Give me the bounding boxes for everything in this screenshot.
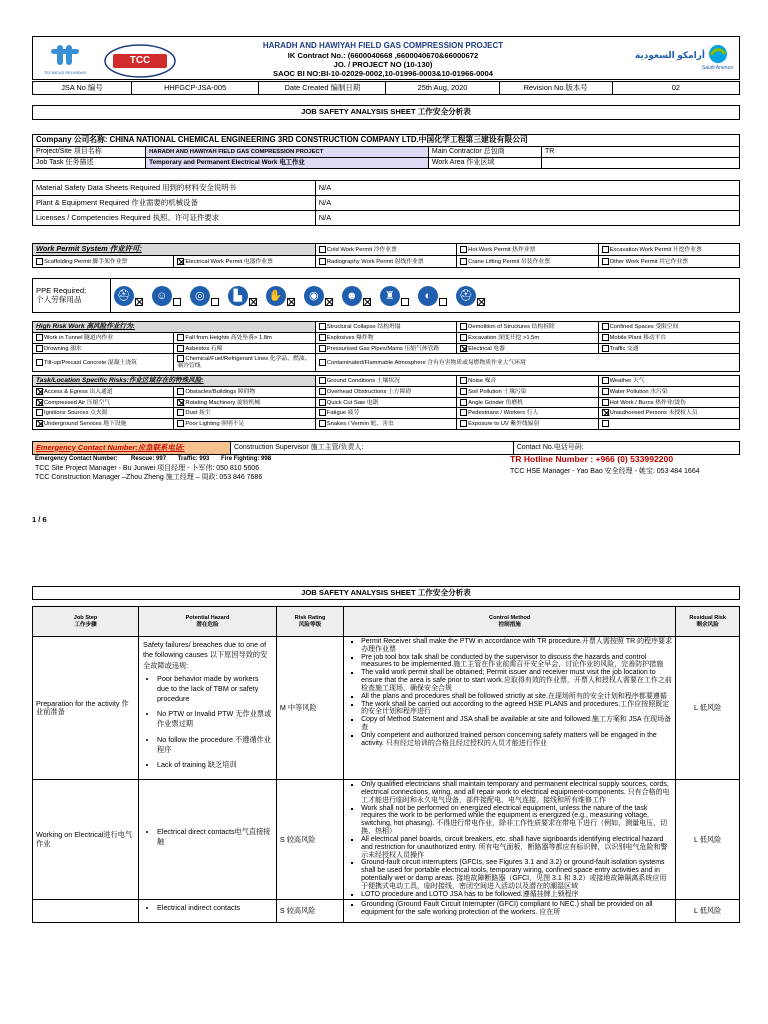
task-risk-checkbox[interactable]: [460, 388, 467, 395]
task-risk-checkbox[interactable]: [460, 409, 467, 416]
respirator-icon: ☻: [342, 286, 362, 306]
work-area-value: [542, 158, 740, 169]
permit-crane-lifting[interactable]: [457, 256, 598, 268]
task-risk-option-label: Obstacles/Buildings 障碍物: [185, 389, 256, 396]
hazard-item: • Poor behavior made by workers due to the lack of TBM or safety procedure: [157, 674, 272, 703]
hazard-item: • Lack of training 缺乏培训: [157, 760, 272, 770]
tcc-construction-mgr-contact: TCC Construction Manager –Zhou Zheng 施工经理 – 周政: 053 846 7686: [35, 473, 263, 481]
high-risk-option-label: Work in Tunnel 隧道内作业: [44, 335, 114, 342]
high-risk-option-excavation-1-5m[interactable]: [457, 333, 598, 344]
task-risk-option-label: Pedestrians / Workers 行人: [468, 410, 539, 417]
task-risk-option-label: Noise 噪音: [468, 378, 497, 385]
control-item: ▪ Copy of Method Statement and JSA shall be available at site and followed.施工方案和 JSA 在现场备查: [361, 716, 672, 732]
tecnicas-reunidas-logo-text: TECNICAS REUNIDAS: [43, 70, 86, 75]
msds-required-label: Material Safety Data Sheets Required 用到的材料安全说明书: [33, 181, 316, 196]
risk-rating-cell: M 中等风险: [276, 637, 343, 780]
task-risk-checkbox[interactable]: [177, 388, 184, 395]
plant-equipment-label: Plant & Equipment Required 作业需要的机械设备: [33, 196, 316, 211]
date-created-label: Date Created 编制日期: [259, 82, 386, 95]
task-risk-option-empty-4[interactable]: [598, 419, 739, 430]
control-item: ▪ Pre job tool box talk shall be conducted by the supervisor to discuss the hazards and control measures to be implemented.施工主管在作业前需召开安全早会，讨论作业的风险，完善防护措施: [361, 654, 672, 670]
control-item: ▪ All the plans and procedures shall be followed strictly at site.在现场所有的安全计划和程序都要遵循: [361, 693, 672, 701]
requirements-block: [32, 180, 740, 226]
ppe-item: [456, 286, 486, 306]
high-risk-option-traffic[interactable]: [598, 343, 739, 354]
ppe-item: [304, 286, 334, 306]
task-risk-option-label: Underground Services 地下设施: [44, 421, 127, 428]
emergency-block: [32, 441, 740, 489]
face-mask-icon: ☺: [152, 286, 172, 306]
potential-hazard-cell: [139, 900, 277, 923]
ppe-checkbox[interactable]: [211, 298, 219, 306]
task-risk-option-label: Ground Conditions 土壤状况: [326, 378, 400, 385]
residual-risk-cell: L 低风险: [676, 900, 740, 923]
permit-scaffolding-label: Scaffolding Permit 脚手架作业票: [44, 258, 128, 265]
task-risk-option-hot-work-burns[interactable]: [598, 397, 739, 408]
task-risk-option-label: Fatigue 疲劳: [326, 410, 360, 417]
task-risk-option-label: Compressed Air 压缩空气: [44, 399, 111, 406]
hazard-item: • Electrical indirect contacts: [157, 903, 272, 913]
high-risk-checkbox[interactable]: [319, 323, 326, 330]
high-risk-option-label: Demolition of Structures 结构拆除: [468, 324, 555, 331]
ppe-checkbox[interactable]: [363, 298, 371, 306]
ppe-item: [190, 286, 220, 306]
analysis-row: [33, 637, 740, 780]
high-risk-checkbox[interactable]: [460, 345, 467, 352]
task-risk-checkbox[interactable]: [602, 399, 609, 406]
task-risk-checkbox[interactable]: [177, 420, 184, 427]
high-risk-option-label: Asbestos 石棉: [185, 345, 223, 352]
control-item: ▪ All electrical panel boards, circuit breakers, etc. shall have signboards identifying electrical hazard and restriction for unauthorized entry. 所有电气面板，断路器等都应有标识牌，以识别电气危险和警示未经授权人员操作: [361, 836, 672, 859]
hazard-list: [143, 827, 272, 846]
high-risk-option-pressurised-gas-pipes-mains[interactable]: [315, 343, 456, 354]
high-risk-checkbox[interactable]: [319, 345, 326, 352]
ppe-item: [418, 286, 448, 306]
task-risk-checkbox[interactable]: [36, 409, 43, 416]
permit-hot-work-checkbox[interactable]: [460, 246, 467, 253]
high-risk-option-label: Structural Collapse 结构坍塌: [326, 324, 401, 331]
permit-electrical-label: Electrical Work Permit 电器作业票: [185, 258, 273, 265]
high-risk-option-label: Excavation 深度开挖 >1.5m: [468, 335, 540, 342]
control-method-cell: [344, 900, 676, 923]
task-risk-option-label: Quick Cut Saw 电锯: [326, 399, 379, 406]
task-risk-option-soil-pollution[interactable]: [457, 387, 598, 398]
high-risk-option-label: Electrical 电器: [468, 345, 505, 352]
saudi-aramco-logo: [625, 41, 735, 81]
tecnicas-reunidas-logo: [43, 43, 87, 81]
task-risk-option-label: Angle Grinder 角磨机: [468, 399, 523, 406]
plant-equipment-value: N/A: [315, 196, 739, 211]
job-task-label: Job Task 任务描述: [33, 158, 146, 169]
task-risk-option-poor-lighting[interactable]: [174, 419, 315, 430]
project-site-label: Project/Site 项目名称: [33, 147, 146, 158]
task-risk-option-pedestrians-workers[interactable]: [457, 408, 598, 419]
task-risk-option-label: Hot Work / Burns 热作业/烫伤: [609, 399, 686, 406]
high-risk-checkbox[interactable]: [460, 323, 467, 330]
sheet-title-block: [32, 105, 740, 120]
contact-no-label: Contact No.电话号码:: [513, 442, 739, 455]
job-step-cell: [33, 900, 139, 923]
task-risk-checkbox[interactable]: [177, 409, 184, 416]
task-risk-checkbox[interactable]: [319, 388, 326, 395]
task-risk-checkbox[interactable]: [319, 420, 326, 427]
task-risk-checkbox[interactable]: [319, 399, 326, 406]
task-risk-title: Task/Location Specific Risks:作业区域存在的特殊风险:: [33, 376, 316, 387]
analysis-sheet-title: JOB SAFETY ANALYSIS SHEET 工作安全分析表: [33, 587, 740, 600]
high-risk-checkbox[interactable]: [460, 334, 467, 341]
permit-cold-work-label: Cold Work Permit 冷作业票: [326, 246, 397, 253]
task-risk-option-label: Overhead Obstructions 上方障碍: [326, 389, 412, 396]
high-risk-work-block: [32, 321, 740, 372]
permit-other-checkbox[interactable]: [602, 258, 609, 265]
control-list: [347, 901, 672, 917]
task-risk-option-label: Unauthorised Persons 未授权人员: [609, 410, 698, 417]
ppe-label-cell: [33, 279, 111, 313]
analysis-table-block: [32, 606, 740, 923]
ppe-checkbox[interactable]: [249, 298, 257, 306]
task-risk-option-fatigue[interactable]: [315, 408, 456, 419]
high-risk-checkbox[interactable]: [602, 334, 609, 341]
jo-project-number: JO. / PROJECT NO (10-130): [333, 59, 433, 69]
permit-crane-lifting-checkbox[interactable]: [460, 258, 467, 265]
ppe-checkbox[interactable]: [401, 298, 409, 306]
task-risk-option-label: Soil Pollution 土壤污染: [468, 389, 527, 396]
high-risk-option-structural-collapse[interactable]: [315, 322, 456, 333]
high-risk-option-label: Explosives 爆炸物: [326, 335, 374, 342]
tcc-logo-text: TCC: [129, 55, 151, 66]
high-risk-checkbox[interactable]: [177, 334, 184, 341]
job-step-cell: Preparation for the activity 作业前准备: [33, 637, 139, 780]
ik-contract-number: IK Contract No.: (6600040668 ,6600040670&66000672: [287, 50, 479, 60]
permit-hot-work[interactable]: [457, 244, 598, 256]
task-risk-option-unauthorised-persons[interactable]: [598, 408, 739, 419]
analysis-row: [33, 900, 740, 923]
high-risk-option-asbestos[interactable]: [174, 343, 315, 354]
residual-risk-cell: L 低风险: [676, 637, 740, 780]
analysis-row: [33, 780, 740, 900]
permit-cold-work[interactable]: [315, 244, 456, 256]
saoc-bi-number: SAOC BI NO:BI-10-02029-0002,10-01996-0003&10-01966-0004: [273, 68, 493, 78]
task-risk-option-label: Exposure to UV 紫外线辐射: [468, 421, 540, 428]
high-risk-option-electrical[interactable]: [457, 343, 598, 354]
tr-hotline-number: TR Hotline Number : +966 (0) 533992200: [510, 454, 674, 464]
ppe-checkbox[interactable]: [135, 298, 143, 306]
task-risks-block: [32, 375, 740, 430]
ppe-item: [228, 286, 258, 306]
task-risk-checkbox[interactable]: [602, 388, 609, 395]
construction-supervisor-label: Construction Supervisor 施工主管/负责人:: [230, 442, 513, 455]
high-risk-option-work-in-tunnel[interactable]: [33, 333, 174, 344]
high-risk-checkbox[interactable]: [602, 323, 609, 330]
high-risk-checkbox[interactable]: [177, 355, 184, 362]
control-item: ▪ Only qualified electricians shall maintain temporary and permanent electrical supply sources, cords, electrical connections, wiring, and all repair work to electrical equipment-components. 只有合格的电工才能进行临时和永久电气设备，部件接配电，电气连接，接线和所有维修工作: [361, 781, 672, 804]
project-site-value: HARADH AND HAWIYAH FIELD GAS COMPRESSION PROJECT: [146, 147, 429, 158]
task-risk-option-ignitions-sources[interactable]: [33, 408, 174, 419]
task-risk-option-exposure-to-uv[interactable]: [457, 419, 598, 430]
permit-electrical-checkbox[interactable]: [177, 258, 184, 265]
high-risk-option-tilt-up-precast-concrete[interactable]: [33, 354, 174, 371]
permit-scaffolding[interactable]: [33, 256, 174, 268]
permit-radiography[interactable]: [315, 256, 456, 268]
ppe-required-label-cn: 个人劳保用品: [36, 294, 82, 304]
task-risk-option-noise[interactable]: [457, 376, 598, 387]
high-risk-checkbox[interactable]: [36, 345, 43, 352]
control-item: ▪ Ground-fault circuit interrupters (GFCIs, see Figures 3.1 and 3.2) or ground-fault isolation systems shall be used for portable electrical tools, temporary wiring, confined space entry activities and in potentially wet or damp areas. 接地故障断路器（GFCI，见图 3.1 和 3.2）或接地故障隔离系统应用于便携式电动工具，临时接线，密闭空间进入活动以及潜在的潮湿区域: [361, 859, 672, 890]
control-item: ▪ Work shall not be performed on energized electrical equipment, unless the nature of the task requires the work to be performed while the equipment is energized (e.g., measuring voltage, switching, hot phasing). 不得进行带电作业，除非工作性质要求在带电下进行（例如，测量电压，切换，热相）: [361, 805, 672, 836]
task-risk-checkbox[interactable]: [602, 409, 609, 416]
high-risk-option-label: Chemical/Fuel/Refrigerant Lines 化学品、燃油、制冷管线: [177, 356, 311, 370]
ear-protection-icon: ◎: [190, 286, 210, 306]
ppe-checkbox[interactable]: [173, 298, 181, 306]
task-risk-checkbox[interactable]: [36, 399, 43, 406]
high-risk-option-label: Drowning 溺水: [44, 345, 82, 352]
jsa-no-label: JSA No 编号: [33, 82, 132, 95]
high-risk-option-label: Pressurised Gas Pipes/Mains 压缩气体管路: [326, 345, 440, 352]
gloves-icon: ✋: [266, 286, 286, 306]
col-header-job-step: Job Step 工作步骤: [33, 607, 139, 637]
high-risk-checkbox[interactable]: [602, 345, 609, 352]
high-risk-checkbox[interactable]: [319, 359, 326, 366]
permit-crane-lifting-label: Crane Lifting Permit 吊装作业票: [468, 258, 550, 265]
permit-other-label: Other Work Permit 其它作业票: [609, 258, 689, 265]
task-risk-checkbox[interactable]: [36, 388, 43, 395]
hazard-item: • No PTW or Invalid PTW 无作业票或作业票过期: [157, 709, 272, 728]
emergency-title: Emergency Contact Number:应急联系电话:: [33, 442, 231, 455]
work-area-label: Work Area 作业区域: [428, 158, 541, 169]
face-shield-icon: ◐: [418, 286, 438, 306]
jsa-no-value: HHFGCP-JSA-005: [131, 82, 258, 95]
task-risk-option-ground-conditions[interactable]: [315, 376, 456, 387]
document-header: [32, 36, 740, 80]
col-header-residual-risk: Residual Risk 剩余风险: [676, 607, 740, 637]
safety-boots-icon: ▙: [228, 286, 248, 306]
task-risk-checkbox[interactable]: [602, 420, 609, 427]
task-risk-checkbox[interactable]: [319, 377, 326, 384]
revision-no-label: Revision No.版本号: [499, 82, 612, 95]
high-risk-checkbox[interactable]: [36, 334, 43, 341]
task-risk-option-label: Snakes / Vermin 蛇、害虫: [326, 421, 394, 428]
analysis-title-block: [32, 586, 740, 600]
col-header-control-method: Control Method 控制措施: [344, 607, 676, 637]
task-risk-option-label: Access & Egress 出入通道: [44, 389, 113, 396]
task-risk-option-underground-services[interactable]: [33, 419, 174, 430]
permit-excavation-label: Excavation Work Permit 开挖作业票: [609, 246, 702, 253]
high-risk-option-fall-from-heights-1-8m[interactable]: [174, 333, 315, 344]
col-header-potential-hazard: Potential Hazard 潜在危险: [139, 607, 277, 637]
job-task-value: Temporary and Permanent Electrical Work 电工作业: [146, 158, 429, 169]
high-risk-option-drowning[interactable]: [33, 343, 174, 354]
ppe-item: [342, 286, 372, 306]
task-risk-checkbox[interactable]: [460, 420, 467, 427]
task-risk-checkbox[interactable]: [177, 399, 184, 406]
high-risk-title: High Risk Work 高风险作业行为:: [33, 322, 316, 333]
high-risk-checkbox[interactable]: [319, 334, 326, 341]
ppe-checkbox[interactable]: [325, 298, 333, 306]
high-risk-option-label: Fall from Heights 高处坠落> 1.8m: [185, 335, 272, 342]
saudi-aramco-logo-text: Saudi Aramco: [701, 65, 733, 71]
high-risk-option-label: Confined Spaces 受限空间: [609, 324, 679, 331]
date-created-value: 25th Aug, 2020: [386, 82, 499, 95]
high-risk-option-label: Traffic 交通: [609, 345, 639, 352]
tcc-logo: [103, 43, 177, 79]
ppe-block: [32, 278, 740, 313]
task-risk-option-quick-cut-saw[interactable]: [315, 397, 456, 408]
potential-hazard-cell: [139, 637, 277, 780]
task-risk-option-label: Dust 扬尘: [185, 410, 211, 417]
work-permit-title: Work Permit System 作业许可:: [33, 244, 316, 256]
page-number: 1 / 6: [32, 515, 47, 524]
task-risk-option-label: Poor Lighting 照明不足: [185, 421, 245, 428]
jsa-info-row: [32, 81, 740, 95]
task-risk-option-overhead-obstructions[interactable]: [315, 387, 456, 398]
task-risk-option-compressed-air[interactable]: [33, 397, 174, 408]
control-item: ▪ Grounding (Ground Fault Circuit Interrupter (GFCI) compliant to NEC.) shall be provided on all equipment for the safe working protection of the workers. 应在所: [361, 901, 672, 917]
licenses-label: Licenses / Competencies Required 执照、许可证件要求: [33, 211, 316, 226]
project-title: HARADH AND HAWIYAH FIELD GAS COMPRESSION PROJECT: [262, 41, 504, 50]
task-risk-checkbox[interactable]: [36, 420, 43, 427]
company-block: [32, 134, 740, 169]
main-contractor-value: TR: [542, 147, 740, 158]
saudi-aramco-arabic-text: أرامكو السعودية: [634, 50, 705, 60]
msds-required-value: N/A: [315, 181, 739, 196]
control-item: ▪ The valid work permit shall be obtained; Permit issuer and receiver must visit the job location to ensure that the area is safe prior to start work.应取得有效的作业票，开票人和授权人需要在工作之前检查施工现场，确保安全合规: [361, 669, 672, 692]
ppe-item: [380, 286, 410, 306]
control-list: [347, 781, 672, 898]
residual-risk-cell: L 低风险: [676, 780, 740, 900]
permit-electrical[interactable]: [174, 256, 315, 268]
tcc-site-pm-contact: TCC Site Project Manager - Bu Junwei 项目经理 - 卜军伟: 050 810 5606: [35, 464, 260, 472]
hazard-item: • No follow the procedure 不遵循作业程序: [157, 735, 272, 754]
ppe-checkbox[interactable]: [477, 298, 485, 306]
safety-vest-icon: ⛑: [114, 286, 134, 306]
permit-radiography-checkbox[interactable]: [319, 258, 326, 265]
control-method-cell: [344, 780, 676, 900]
permit-excavation-checkbox[interactable]: [602, 246, 609, 253]
task-risk-option-angle-grinder[interactable]: [457, 397, 598, 408]
main-contractor-label: Main Contractor 总包商: [428, 147, 541, 158]
ppe-item: [114, 286, 144, 306]
revision-no-value: 02: [612, 82, 739, 95]
emergency-numbers-line: Emergency Contact Number: Rescue: 997 Traffic: 993 Fire Fighting: 998: [35, 456, 272, 462]
high-risk-option-explosives[interactable]: [315, 333, 456, 344]
job-step-cell: Working on Electrical进行电气作业: [33, 780, 139, 900]
task-risk-option-water-pollution[interactable]: [598, 387, 739, 398]
risk-rating-cell: S 较高风险: [276, 900, 343, 923]
task-risk-option-label: Ignitions Sources 点火源: [44, 410, 108, 417]
high-risk-option-label: Tilt-up/Precast Concrete 混凝土浇筑: [44, 359, 137, 366]
potential-hazard-cell: [139, 780, 277, 900]
control-item: ▪ The work shall be carried out according to the agreed HSE PLANS and procedures.工作应按照既定的安全计划和程序进行: [361, 701, 672, 717]
control-list: [347, 638, 672, 748]
task-risk-option-label: Water Pollution 水污染: [609, 389, 668, 396]
permit-cold-work-checkbox[interactable]: [319, 246, 326, 253]
project-header-text: [193, 41, 573, 78]
ppe-checkbox[interactable]: [287, 298, 295, 306]
permit-excavation[interactable]: [598, 244, 739, 256]
hazard-intro: Safety failures/ breaches due to one of the following causes 以下原因导致的安全故障或违规:: [143, 640, 268, 670]
hazard-item: • Electrical direct contacts电气直接接触: [157, 827, 272, 846]
task-risk-checkbox[interactable]: [319, 409, 326, 416]
task-risk-option-weather[interactable]: [598, 376, 739, 387]
task-risk-option-snakes-vermin[interactable]: [315, 419, 456, 430]
high-risk-option-label: Mobile Plant 移动平台: [609, 335, 667, 342]
high-risk-option-label: Contaminated/Flammable Atmosphere 含有有害物质或易燃物质作业大气环境: [326, 359, 526, 366]
permit-radiography-label: Radiography Work Permit 射线作业票: [326, 258, 424, 265]
permit-other[interactable]: [598, 256, 739, 268]
task-risk-option-rotating-machinery[interactable]: [174, 397, 315, 408]
control-method-cell: [344, 637, 676, 780]
control-item: ▪ Permit Receiver shall make the PTW in accordance with TR procedure.开票人需按照 TR 的程序要求办理作业票: [361, 638, 672, 654]
tcc-hse-mgr-contact: TCC HSE Manager - Yao Bao 安全经理 - 姚宝: 053 484 1664: [510, 468, 700, 475]
task-risk-checkbox[interactable]: [460, 377, 467, 384]
emergency-contacts: [32, 455, 740, 489]
licenses-value: N/A: [315, 211, 739, 226]
harness-icon: ♜: [380, 286, 400, 306]
company-name: Company 公司名称: CHINA NATIONAL CHEMICAL ENGINEERING 3RD CONSTRUCTION COMPANY LTD.中国化学工程第三建设有限公司: [33, 135, 740, 147]
col-header-risk-rating: Risk Rating 风险等级: [276, 607, 343, 637]
high-risk-option-contaminated-flammable-atmosphere[interactable]: [315, 354, 739, 371]
task-risk-option-label: Weather 天气: [609, 378, 645, 385]
high-risk-checkbox[interactable]: [177, 345, 184, 352]
high-risk-option-demolition-of-structures[interactable]: [457, 322, 598, 333]
high-risk-option-chemical-fuel-refrigerant-lines[interactable]: [174, 354, 315, 371]
task-risk-option-label: Rotating Machinery 旋转机械: [185, 399, 261, 406]
control-item: ▪ LOTO procedure and LOTO JSA has to be followed.遵循挂牌上锁程序: [361, 891, 672, 899]
task-risk-option-access-egress[interactable]: [33, 387, 174, 398]
permit-hot-work-label: Hot Work Permit 热作业票: [468, 246, 536, 253]
sheet-title: JOB SAFETY ANALYSIS SHEET 工作安全分析表: [33, 106, 740, 120]
task-risk-option-dust[interactable]: [174, 408, 315, 419]
ppe-icons-row: [110, 279, 739, 313]
ppe-item: [152, 286, 182, 306]
ppe-checkbox[interactable]: [439, 298, 447, 306]
task-risk-checkbox[interactable]: [602, 377, 609, 384]
hard-hat-icon: ⛑: [456, 286, 476, 306]
high-risk-checkbox[interactable]: [36, 359, 43, 366]
safety-goggles-icon: ◉: [304, 286, 324, 306]
ppe-required-label: PPE Required:: [36, 285, 87, 295]
work-permit-block: [32, 243, 740, 268]
risk-rating-cell: S 较高风险: [276, 780, 343, 900]
control-item: ▪ Only competent and authorized trained person concerning safety matters will be engaged in the activity. 只有经过培训的合格且经过授权的人员才能进行作业: [361, 732, 672, 748]
high-risk-option-confined-spaces[interactable]: [598, 322, 739, 333]
high-risk-option-mobile-plant[interactable]: [598, 333, 739, 344]
hazard-list: [143, 903, 272, 913]
ppe-item: [266, 286, 296, 306]
task-risk-option-obstacles-buildings[interactable]: [174, 387, 315, 398]
permit-scaffolding-checkbox[interactable]: [36, 258, 43, 265]
task-risk-checkbox[interactable]: [460, 399, 467, 406]
hazard-list: [143, 674, 272, 770]
